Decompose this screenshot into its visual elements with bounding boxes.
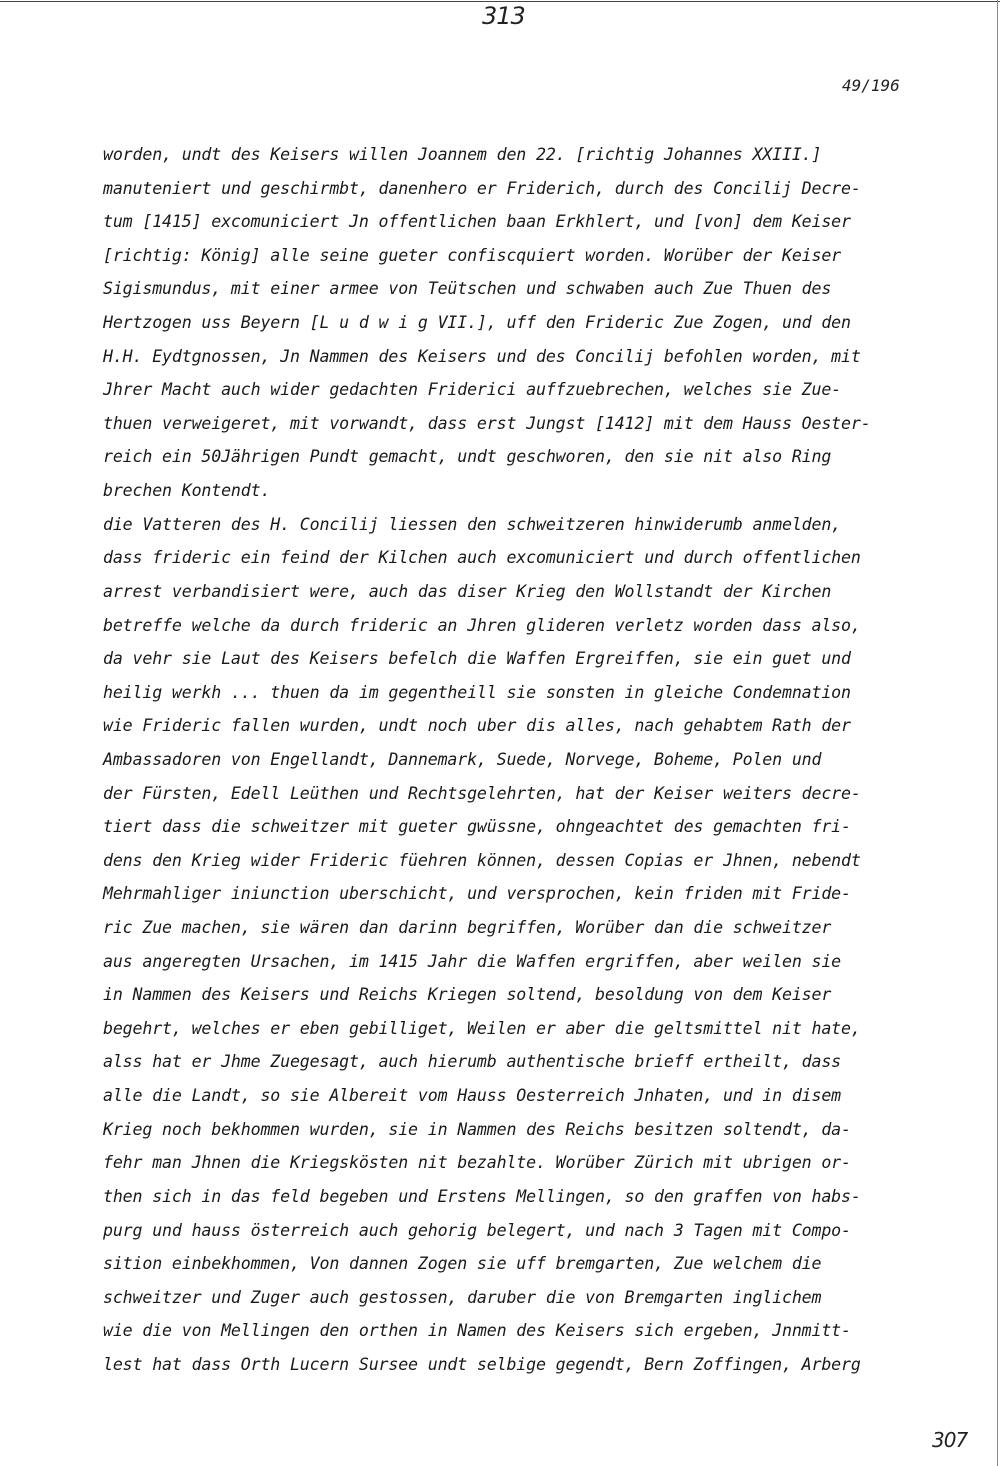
text-line: alss hat er Jhme Zuegesagt, auch hierumb authentische brieff ertheilt, dass — [103, 1052, 842, 1072]
text-line: fehr man Jhnen die Kriegskösten nit bezahlte. Worüber Zürich mit ubrigen or- — [103, 1153, 851, 1173]
text-line: lest hat dass Orth Lucern Sursee undt selbige gegendt, Bern Zoffingen, Arberg — [103, 1354, 861, 1374]
document-body — [103, 138, 933, 1382]
text-line: arrest verbandisiert were, auch das diser Krieg den Wollstandt der Kirchen — [103, 581, 832, 601]
text-line: begehrt, welches er eben gebilliget, Weilen er aber die geltsmittel nit hate, — [103, 1018, 861, 1038]
margin-page-number: 307 — [932, 1428, 968, 1452]
text-line: in Nammen des Keisers und Reichs Kriegen soltend, besoldung von dem Keiser — [103, 985, 832, 1005]
text-line: heilig werkh ... thuen da im gegentheill sie sonsten in gleiche Condemnation — [103, 682, 851, 702]
text-line: Sigismundus, mit einer armee von Teütschen und schwaben auch Zue Thuen des — [103, 279, 832, 299]
text-line: Krieg noch bekhommen wurden, sie in Nammen des Reichs besitzen soltendt, da- — [103, 1119, 851, 1139]
text-line: da vehr sie Laut des Keisers befelch die Waffen Ergreiffen, sie ein guet und — [103, 649, 851, 669]
text-line: then sich in das feld begeben und Erstens Mellingen, so den graffen von habs- — [103, 1186, 861, 1206]
text-line: betreffe welche da durch frideric an Jhren glideren verletz worden dass also, — [103, 615, 861, 635]
text-line: dens den Krieg wider Frideric füehren können, dessen Copias er Jhnen, nebendt — [103, 850, 861, 870]
text-line: die Vatteren des H. Concilij liessen den schweitzeren hinwiderumb anmelden, — [103, 514, 842, 534]
text-line: manuteniert und geschirmbt, danenhero er Friderich, durch des Concilij Decre- — [103, 178, 861, 198]
right-border-line — [997, 0, 998, 1466]
text-line: [richtig: König] alle seine gueter confiscquiert worden. Worüber der Keiser — [103, 245, 842, 265]
archive-page-number: 313 — [482, 2, 525, 30]
text-line: tum [1415] excomuniciert Jn offentlichen baan Erkhlert, und [von] dem Keiser — [103, 212, 851, 232]
folio-number: 49/196 — [842, 76, 900, 95]
text-line: der Fürsten, Edell Leüthen und Rechtsgelehrten, hat der Keiser weiters decre- — [103, 783, 861, 803]
text-line: Hertzogen uss Beyern [L u d w i g VII.], uff den Frideric Zue Zogen, und den — [103, 313, 851, 333]
text-line: Mehrmahliger iniunction uberschicht, und versprochen, kein friden mit Fride- — [103, 884, 851, 904]
text-line: alle die Landt, so sie Albereit vom Hauss Oesterreich Jnhaten, und in disem — [103, 1086, 842, 1106]
text-line: wie Frideric fallen wurden, undt noch uber dis alles, nach gehabtem Rath der — [103, 716, 851, 736]
text-line: brechen Kontendt. — [103, 481, 271, 501]
text-line: reich ein 50Jährigen Pundt gemacht, undt geschworen, den sie nit also Ring — [103, 447, 832, 467]
text-line: aus angeregten Ursachen, im 1415 Jahr die Waffen ergriffen, aber weilen sie — [103, 951, 842, 971]
text-line: dass frideric ein feind der Kilchen auch excomuniciert und durch offentlichen — [103, 548, 861, 568]
text-line: ric Zue machen, sie wären dan darinn begriffen, Worüber dan die schweitzer — [103, 918, 832, 938]
text-line: purg und hauss österreich auch gehorig belegert, und nach 3 Tagen mit Compo- — [103, 1220, 851, 1240]
text-line: Jhrer Macht auch wider gedachten Friderici auffzuebrechen, welches sie Zue- — [103, 380, 842, 400]
text-line: wie die von Mellingen den orthen in Namen des Keisers sich ergeben, Jnnmitt- — [103, 1321, 851, 1341]
text-line: H.H. Eydtgnossen, Jn Nammen des Keisers und des Concilij befohlen worden, mit — [103, 346, 861, 366]
text-line: sition einbekhommen, Von dannen Zogen sie uff bremgarten, Zue welchem die — [103, 1254, 822, 1274]
text-line: tiert dass die schweitzer mit gueter gwüssne, ohngeachtet des gemachten fri- — [103, 817, 851, 837]
text-line: Ambassadoren von Engellandt, Dannemark, Suede, Norvege, Boheme, Polen und — [103, 749, 822, 769]
text-line: thuen verweigeret, mit vorwandt, dass erst Jungst [1412] mit dem Hauss Oester- — [103, 413, 871, 433]
text-line: schweitzer und Zuger auch gestossen, daruber die von Bremgarten inglichem — [103, 1287, 822, 1307]
text-line: worden, undt des Keisers willen Joannem den 22. [richtig Johannes XXIII.] — [103, 145, 822, 164]
